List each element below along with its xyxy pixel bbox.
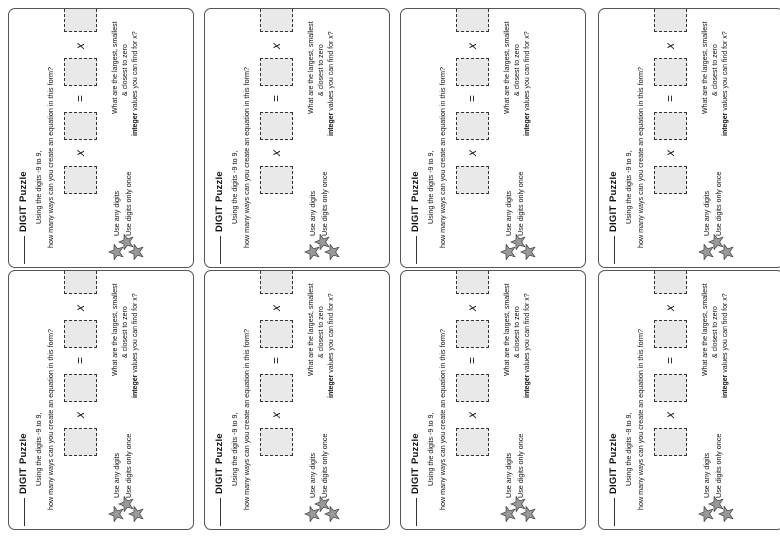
card-title [608,12,620,264]
rule-digits-once: Use digits only once [516,171,525,236]
question-line-2: & closest to zero [318,44,325,96]
title-digit: DIGIT [410,205,421,232]
title-rule [614,236,615,264]
rule-any-digits: Use any digits [112,190,121,236]
variable-x: x [663,305,677,311]
answer-box[interactable] [64,428,97,456]
instruction-line-2: how many ways can you create an equation in this form? [242,67,251,248]
instruction-line-2: how many ways can you create an equation in this form? [46,329,55,510]
answer-box[interactable] [260,374,293,402]
equation-template [64,12,104,264]
question-line-2: & closest to zero [712,306,719,358]
title-puzzle: Puzzle [410,171,421,202]
answer-box[interactable] [654,374,687,402]
answer-box[interactable] [456,270,489,294]
equation-template [654,274,694,526]
title-puzzle: Puzzle [410,433,421,464]
title-rule [220,236,221,264]
puzzle-card [8,270,194,530]
question-rest: values you can find for x? [722,293,729,375]
variable-x: x [269,150,283,156]
question-rest: values you can find for x? [132,293,139,375]
variable-x: x [465,150,479,156]
equals-sign: = [465,94,479,102]
variable-x: x [73,305,87,311]
rule-any-digits: Use any digits [308,190,317,236]
instruction-line-1: Using the digits -9 to 9, [624,412,633,486]
title-digit: DIGIT [608,205,619,232]
equation-template [456,274,496,526]
answer-box[interactable] [64,8,97,32]
question-line-3 [524,293,531,398]
instruction-line-1: Using the digits -9 to 9, [426,412,435,486]
question-line-2: & closest to zero [514,44,521,96]
title-rule [614,498,615,526]
rule-any-digits: Use any digits [702,452,711,498]
question-line-1: What are the largest, smallest [308,283,315,376]
question-integer: integer [328,374,335,398]
answer-box[interactable] [456,374,489,402]
question-rest: values you can find for x? [132,31,139,113]
answer-box[interactable] [654,320,687,348]
question-line-1: What are the largest, smallest [702,21,709,114]
star-icon [324,506,340,522]
question-line-2: & closest to zero [122,306,129,358]
variable-x: x [663,412,677,418]
rule-any-digits: Use any digits [112,452,121,498]
instruction-line-2: how many ways can you create an equation in this form? [46,67,55,248]
instruction-line-2: how many ways can you create an equation in this form? [242,329,251,510]
star-icon [520,244,536,260]
variable-x: x [465,305,479,311]
question-rest: values you can find for x? [722,31,729,113]
title-rule [24,498,25,526]
variable-x: x [73,150,87,156]
title-puzzle: Puzzle [608,171,619,202]
question-integer: integer [132,374,139,398]
question-line-3 [524,31,531,136]
question-line-3 [132,293,139,398]
answer-box[interactable] [654,166,687,194]
puzzle-card [400,8,586,268]
star-icon [324,244,340,260]
equation-template [260,12,300,264]
title-digit: DIGIT [410,467,421,494]
equals-sign: = [269,94,283,102]
answer-box[interactable] [64,320,97,348]
card-content [602,274,780,526]
variable-x: x [663,150,677,156]
variable-x: x [73,43,87,49]
answer-box[interactable] [654,112,687,140]
star-icon [718,506,734,522]
question-rest: values you can find for x? [328,31,335,113]
rule-digits-once: Use digits only once [124,171,133,236]
question-line-2: & closest to zero [122,44,129,96]
instruction-line-2: how many ways can you create an equation in this form? [636,67,645,248]
card-content [404,12,582,264]
title-puzzle: Puzzle [214,433,225,464]
answer-box[interactable] [260,166,293,194]
question-rest: values you can find for x? [328,293,335,375]
puzzle-card [204,8,390,268]
instruction-line-1: Using the digits -9 to 9, [34,150,43,224]
answer-box[interactable] [260,320,293,348]
star-icon [520,506,536,522]
answer-box[interactable] [654,58,687,86]
card-content [404,274,582,526]
equation-template [260,274,300,526]
variable-x: x [269,412,283,418]
question-line-1: What are the largest, smallest [504,283,511,376]
instruction-line-2: how many ways can you create an equation in this form? [636,329,645,510]
answer-box[interactable] [260,8,293,32]
card-content [208,12,386,264]
answer-box[interactable] [456,112,489,140]
card-title [214,274,226,526]
question-line-1: What are the largest, smallest [112,21,119,114]
answer-box[interactable] [654,428,687,456]
answer-box[interactable] [260,270,293,294]
equation-template [654,12,694,264]
question-line-3 [722,31,729,136]
variable-x: x [465,412,479,418]
rule-digits-once: Use digits only once [516,433,525,498]
answer-box[interactable] [456,8,489,32]
title-digit: DIGIT [214,467,225,494]
equals-sign: = [663,94,677,102]
question-line-1: What are the largest, smallest [112,283,119,376]
star-icon [128,506,144,522]
title-digit: DIGIT [608,467,619,494]
instruction-line-2: how many ways can you create an equation in this form? [438,329,447,510]
answer-box[interactable] [260,428,293,456]
instruction-line-1: Using the digits -9 to 9, [230,412,239,486]
title-puzzle: Puzzle [18,171,29,202]
star-icon [718,244,734,260]
question-line-3 [132,31,139,136]
card-title [410,12,422,264]
rule-any-digits: Use any digits [504,190,513,236]
star-icon [128,244,144,260]
question-line-3 [328,31,335,136]
question-integer: integer [722,374,729,398]
card-title [410,274,422,526]
card-title [18,274,30,526]
answer-box[interactable] [260,112,293,140]
instruction-line-1: Using the digits -9 to 9, [230,150,239,224]
question-line-2: & closest to zero [712,44,719,96]
question-line-1: What are the largest, smallest [504,21,511,114]
title-rule [416,498,417,526]
variable-x: x [465,43,479,49]
question-integer: integer [524,112,531,136]
answer-box[interactable] [64,374,97,402]
rule-digits-once: Use digits only once [124,433,133,498]
equals-sign: = [663,356,677,364]
equals-sign: = [73,356,87,364]
answer-box[interactable] [260,58,293,86]
card-title [214,12,226,264]
question-integer: integer [722,112,729,136]
question-rest: values you can find for x? [524,31,531,113]
question-line-2: & closest to zero [514,306,521,358]
title-digit: DIGIT [18,205,29,232]
question-line-1: What are the largest, smallest [308,21,315,114]
answer-box[interactable] [654,8,687,32]
question-line-3 [328,293,335,398]
title-rule [416,236,417,264]
card-content [12,12,190,264]
answer-box[interactable] [64,112,97,140]
card-content [208,274,386,526]
rule-any-digits: Use any digits [504,452,513,498]
question-integer: integer [328,112,335,136]
variable-x: x [269,43,283,49]
instruction-line-2: how many ways can you create an equation in this form? [438,67,447,248]
instruction-line-1: Using the digits -9 to 9, [624,150,633,224]
title-rule [220,498,221,526]
puzzle-card [598,270,780,530]
answer-box[interactable] [456,166,489,194]
title-digit: DIGIT [18,467,29,494]
question-line-1: What are the largest, smallest [702,283,709,376]
title-puzzle: Puzzle [608,433,619,464]
question-integer: integer [132,112,139,136]
card-title [608,274,620,526]
variable-x: x [269,305,283,311]
variable-x: x [663,43,677,49]
puzzle-card [598,8,780,268]
title-rule [24,236,25,264]
title-puzzle: Puzzle [18,433,29,464]
title-puzzle: Puzzle [214,171,225,202]
rule-any-digits: Use any digits [702,190,711,236]
equals-sign: = [269,356,283,364]
answer-box[interactable] [64,58,97,86]
rule-digits-once: Use digits only once [320,171,329,236]
answer-box[interactable] [456,320,489,348]
answer-box[interactable] [456,428,489,456]
answer-box[interactable] [456,58,489,86]
instruction-line-1: Using the digits -9 to 9, [34,412,43,486]
question-line-3 [722,293,729,398]
rule-any-digits: Use any digits [308,452,317,498]
title-digit: DIGIT [214,205,225,232]
answer-box[interactable] [64,270,97,294]
equals-sign: = [73,94,87,102]
card-content [12,274,190,526]
puzzle-card [8,8,194,268]
equation-template [456,12,496,264]
question-rest: values you can find for x? [524,293,531,375]
question-integer: integer [524,374,531,398]
puzzle-card [400,270,586,530]
rule-digits-once: Use digits only once [714,433,723,498]
instruction-line-1: Using the digits -9 to 9, [426,150,435,224]
rule-digits-once: Use digits only once [714,171,723,236]
question-line-2: & closest to zero [318,306,325,358]
variable-x: x [73,412,87,418]
card-title [18,12,30,264]
answer-box[interactable] [654,270,687,294]
equals-sign: = [465,356,479,364]
answer-box[interactable] [64,166,97,194]
equation-template [64,274,104,526]
rule-digits-once: Use digits only once [320,433,329,498]
card-content [602,12,780,264]
puzzle-card [204,270,390,530]
